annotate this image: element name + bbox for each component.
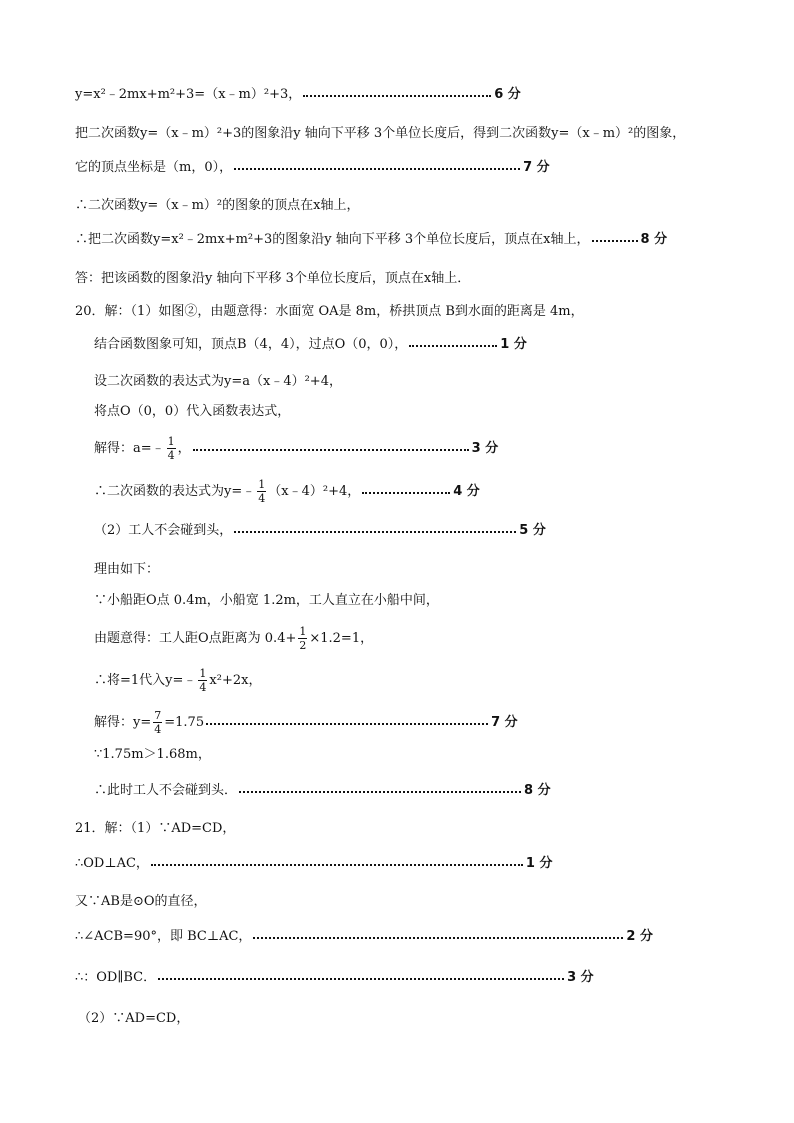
score-label: 4 分: [453, 483, 480, 499]
score-label: 3 分: [471, 440, 499, 456]
answer-line: [75, 197, 359, 216]
leader-dots: [253, 937, 623, 939]
answer-line: [75, 893, 207, 912]
score-label: 1 分: [525, 856, 553, 871]
fraction-denominator: 4: [167, 449, 175, 462]
fraction-denominator: 4: [258, 492, 266, 505]
leader-dots: [239, 791, 521, 793]
answer-line: [94, 373, 342, 392]
answer-line: [75, 125, 685, 144]
line-text: 理由如下：: [94, 562, 160, 577]
score-label: 7 分: [523, 160, 550, 175]
answer-line: [94, 746, 211, 765]
fraction-denominator: 4: [154, 723, 162, 736]
leader-dots: [362, 492, 450, 494]
leader-dots: [206, 723, 488, 725]
answer-line: [75, 969, 594, 988]
score-label: 7 分: [491, 714, 518, 730]
fraction-numerator: 1: [199, 667, 207, 680]
line-text: 设二次函数的表达式为y=a（x﹣4）²+4，: [94, 374, 342, 389]
leader-dots: [592, 240, 638, 242]
line-text: 解得：a=﹣: [94, 440, 165, 456]
answer-line: [75, 159, 550, 178]
fraction-numerator: 1: [258, 478, 266, 491]
line-text: =1.75: [164, 714, 205, 730]
answer-line: [94, 435, 498, 462]
line-text: ∴OD⊥AC，: [75, 856, 149, 871]
line-text: 结合函数图象可知，顶点B（4，4），过点O（0，0），: [94, 337, 408, 352]
line-text: ×1.2=1，: [309, 630, 374, 646]
leader-dots: [409, 345, 497, 347]
line-text: ∴二次函数的表达式为y=﹣: [94, 483, 256, 499]
leader-dots: [193, 449, 469, 451]
score-label: 3 分: [567, 970, 594, 985]
answer-line: [94, 522, 546, 541]
score-label: 1 分: [500, 337, 527, 352]
line-text: 由题意得：工人距O点距离为 0.4+: [94, 630, 297, 646]
leader-dots: [234, 531, 516, 533]
line-text: ∴此时工人不会碰到头．: [94, 783, 238, 798]
answer-line: [75, 270, 470, 289]
score-label: 8 分: [524, 783, 551, 798]
fraction-numerator: 1: [299, 625, 307, 638]
line-text: y=x²﹣2mx+m²+3=（x﹣m）²+3，: [75, 87, 302, 102]
fraction: [198, 667, 207, 694]
line-text: 将点O（0，0）代入函数表达式，: [94, 404, 291, 419]
line-text: 把二次函数y=（x﹣m）²+3的图象沿y 轴向下平移 3个单位长度后，得到二次函数y=（x﹣m）²的图象，: [75, 126, 686, 141]
fraction-numerator: 7: [154, 709, 162, 722]
line-text: ∴将=1代入y=﹣: [94, 672, 197, 688]
answer-line: [75, 820, 235, 839]
score-label: 6 分: [494, 87, 521, 102]
answer-line: [75, 303, 584, 322]
fraction-denominator: 2: [299, 639, 307, 652]
line-text: ∴把二次函数y=x²﹣2mx+m²+3的图象沿y 轴向下平移 3个单位长度后，顶点在x轴上，: [75, 232, 590, 247]
answer-line: [94, 403, 290, 422]
answer-line: [75, 231, 667, 250]
answer-line: [94, 667, 261, 694]
answer-line: [75, 86, 521, 105]
fraction-numerator: 1: [167, 435, 175, 448]
line-text: 它的顶点坐标是（m，0），: [75, 160, 233, 175]
line-text: 解得：y=: [94, 714, 152, 730]
score-label: 2 分: [626, 929, 653, 944]
leader-dots: [234, 168, 520, 170]
line-text: ∴：OD∥BC．: [75, 970, 157, 985]
answer-line: [94, 592, 439, 611]
fraction: [298, 625, 307, 652]
answer-line: [75, 855, 553, 874]
line-text: 又∵AB是⊙O的直径，: [75, 894, 207, 909]
answer-line: [75, 928, 653, 947]
answer-line: [94, 336, 527, 355]
answer-line: [94, 709, 518, 736]
leader-dots: [158, 978, 564, 980]
answer-line: [94, 782, 551, 801]
line-text: 答：把该函数的图象沿y 轴向下平移 3个单位长度后，顶点在x轴上．: [75, 271, 471, 286]
answer-line: [94, 561, 159, 580]
fraction-denominator: 4: [199, 681, 207, 694]
leader-dots: [151, 864, 523, 866]
line-text: x²+2x，: [209, 672, 262, 688]
line-text: ∵1.75m＞1.68m，: [94, 747, 211, 762]
fraction: [167, 435, 176, 462]
line-text: （2）∵AD=CD，: [78, 1011, 190, 1026]
fraction: [257, 478, 266, 505]
line-text: （2）工人不会碰到头，: [94, 523, 233, 538]
line-text: ∵小船距O点 0.4m，小船宽 1.2m，工人直立在小船中间，: [94, 593, 439, 608]
leader-dots: [303, 95, 491, 97]
line-text: 20．解：（1）如图②，由题意得：水面宽 OA是 8m，桥拱顶点 B到水面的距离是 4m，: [75, 304, 584, 319]
line-text: （x﹣4）²+4，: [268, 483, 361, 499]
line-text: ∴二次函数y=（x﹣m）²的图象的顶点在x轴上，: [75, 198, 360, 213]
score-label: 8 分: [640, 232, 668, 247]
answer-line: [94, 478, 480, 505]
answer-line: [94, 625, 373, 652]
score-label: 5 分: [519, 523, 546, 538]
line-text: 21．解：（1）∵AD=CD，: [75, 821, 236, 836]
answer-line: [78, 1010, 189, 1029]
fraction: [153, 709, 162, 736]
line-text: ∴∠ACB=90°，即 BC⊥AC，: [75, 929, 252, 944]
line-text: ，: [177, 440, 191, 456]
